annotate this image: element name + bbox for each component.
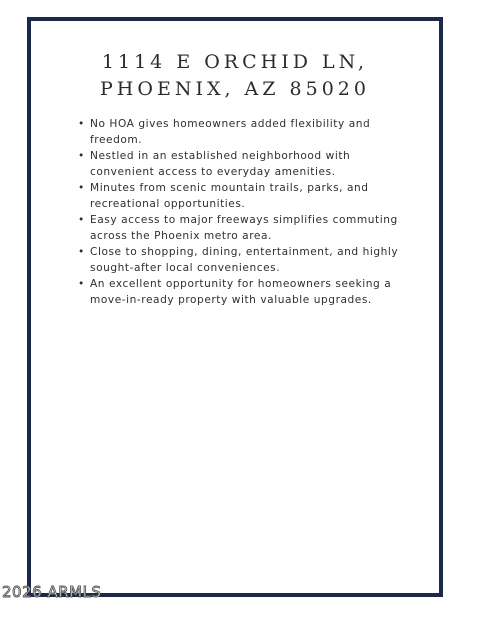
copyright-watermark: 2026 ARMLS (2, 583, 102, 601)
feature-text: Minutes from scenic mountain trails, parks, and recreational opportunities. (90, 182, 369, 210)
bullet-icon: • (78, 246, 85, 258)
feature-list (78, 116, 400, 308)
bullet-icon: • (78, 150, 85, 162)
page-frame (27, 17, 443, 597)
address-line-1: 1114 E ORCHID LN, (101, 51, 369, 73)
feature-item (78, 148, 400, 180)
feature-item (78, 276, 400, 308)
feature-text: Nestled in an established neighborhood with convenient access to everyday amenities. (90, 150, 351, 178)
feature-text: No HOA gives homeowners added flexibility and freedom. (90, 118, 371, 146)
bullet-icon: • (78, 214, 85, 226)
bullet-icon: • (78, 278, 85, 290)
feature-item (78, 212, 400, 244)
feature-text: Close to shopping, dining, entertainment, and highly sought-after local conveniences. (90, 246, 399, 274)
property-address (31, 49, 439, 103)
bullet-icon: • (78, 182, 85, 194)
feature-item (78, 116, 400, 148)
feature-item (78, 180, 400, 212)
bullet-icon: • (78, 118, 85, 130)
feature-text: Easy access to major freeways simplifies commuting across the Phoenix metro area. (90, 214, 398, 242)
feature-text: An excellent opportunity for homeowners seeking a move-in-ready property with valuable upgrades. (90, 278, 392, 306)
feature-item (78, 244, 400, 276)
address-line-2: PHOENIX, AZ 85020 (100, 78, 370, 100)
